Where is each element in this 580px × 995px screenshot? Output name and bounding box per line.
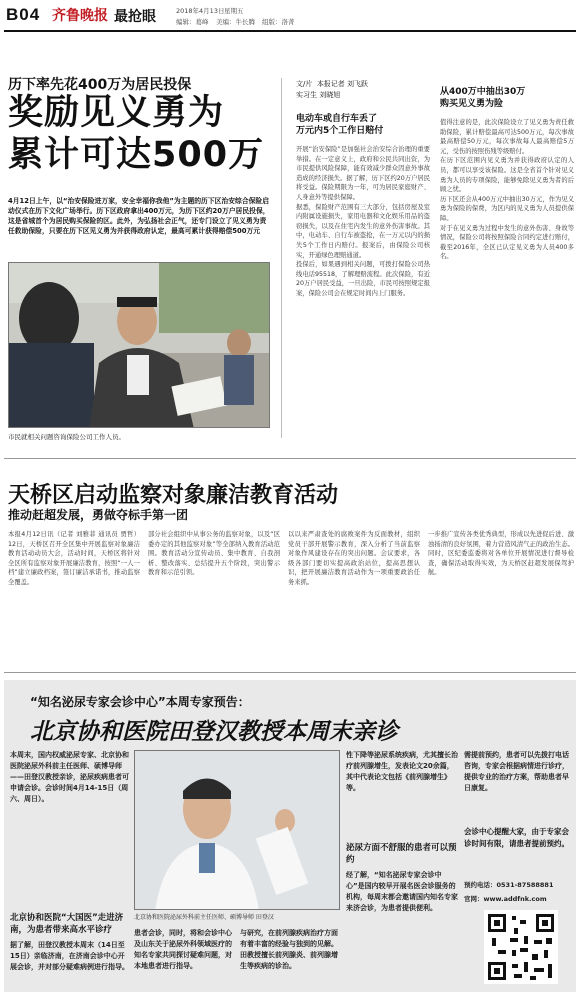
header-editor: 编辑：葛峰 <box>176 18 209 26</box>
story2-column-1: 本报4月12日讯（记者 刘雅菲 通讯员 贾哲）12日，天桥区召开全区集中开展监察对象廉洁教育活动动员大会，活动时间，天桥区将针对全区所有监察对象开展廉洁教育，按照“一人一档”建立廉政档案，签订廉洁承诺书，推动监察全覆盖。 <box>8 531 140 586</box>
story2-column-3: 以以来严肃查处的腐败案件为反面教材，组织党员干部开展警示教育，深入分析了当前监察对象作风建设存在的突出问题。会议要求，各级各部门要切实提高政治站位，提高思想认识，把开展廉洁教育活动作为一项重要政治任务来抓。 <box>288 531 420 586</box>
header-weekday: 星期五 <box>224 7 244 15</box>
ad-headline: 北京协和医院田登汉教授本周末亲诊 <box>30 719 398 745</box>
story2-column-4: 一步推广宣传各类优秀典型，形成以先进促后进、激浊扬清的良好氛围，着力营造风清气正的政治生态。同时，区纪委监委将对各单位开展情况进行督导检查，确保活动取得实效，为天桥区赶超发展保驾护航。 <box>428 531 574 577</box>
ad-column-3: 与研究，在前列腺疾病治疗方面有着丰富的经验与独到的见解。田教授擅长前列腺炎、前列腺增生等疾病的诊治。 <box>240 929 338 970</box>
header-date: 2018年4月13日 <box>176 7 225 15</box>
byline-label: 文/片 <box>296 80 313 88</box>
qr-code-graphic <box>484 910 558 984</box>
ad-column-5-subhead: 会诊中心提醒大家，由于专家会诊时间有限，请患者提前预约。 <box>464 827 569 848</box>
story-separator <box>4 458 576 459</box>
story1-kicker: 历下率先花400万为居民投保 <box>8 77 192 93</box>
ad-column-4-subhead: 泌尿方面不舒服的患者可以预约 <box>346 843 457 865</box>
column-divider <box>281 78 282 438</box>
ad-phone: 预约电话：0531-87588881 <box>464 881 554 889</box>
story1-photo <box>8 262 270 428</box>
section-title: 最抢眼 <box>114 9 156 25</box>
ad-column-1-subhead: 北京协和医院“大国医”走进济南，为患者带来高水平诊疗 <box>10 913 124 935</box>
story2-headline: 天桥区启动监察对象廉洁教育活动 <box>8 483 339 508</box>
story1-column-2: 开展“治安保险”是加强社会治安综合治理的重要举措。在一定意义上，政府和公民共同出资，为市民提供风险保障，能有效减少群众因意外事故造成的经济损失。据了解，历下区约20万户居民将受益。保险期限为一年，可为居民家庭财产、人身意外等提供保障。 据悉，保险财产范围有三大部分，包括房屋及室内附属设施损失，家用电器和文化娱乐用品的盗窃损失，以及在住宅内发生的意外伤害事故。其中，电动车、自行车被盗抢，在一万元以内的损失5个工作日内赔付。报案后，由保险公司核实，开通绿色理赔通道。 投保后，如果遇到相关问题，可拨打保险公司热线电话95518，了解理赔流程。此次保险，有近20万户居民受益，一旦出险，市民可按照规定报案，保险公司会在规定时间内上门服务。 <box>296 146 430 297</box>
story1-lead: 4月12日上午，以“治安保险进万家，安全幸福你我他”为主题的历下区治安综合保险启动仪式在历下文化广场举行。历下区政府拿出400万元，为历下区约20万户居民投保，这是省城首个为居民购买保险的区。此外，为弘扬社会正气，还专门设立了见义勇为责任救助保险，只要在历下区见义勇为并获得政府认定，最高可累计获得赔偿500万元 <box>8 197 270 235</box>
story1-byline <box>296 79 368 101</box>
header-rule <box>4 30 576 32</box>
story1-column-3: 值得注意的是，此次保险设立了见义勇为责任救助保险，累计赔偿最高可达500万元，每次事故最高赔偿50万元，每次事故每人最高赔偿5万元，受伤的按照伤残等级赔付。 在历下区范围内见义勇为并获得政府认定的人员，都可以享受该保险。这是全省首个针对见义勇为人员的专项保险，能够免除见义勇为者的后顾之忧。 历下区还会从400万元中抽出30万元，作为见义勇为保险的保费，为区内的见义勇为人员提供保障。 对于在见义勇为过程中发生的意外伤害、身故等情况，保险公司将按照保险合同约定进行赔付，截至2016年，全区已认定见义勇为人员400多名。 <box>440 119 574 261</box>
newspaper-logo: 齐鲁晚报 <box>52 8 108 24</box>
ad-column-5: 需提前预约，患者可以先拨打电话咨询，专家会根据病情进行诊疗，提供专业的治疗方案，帮助患者早日康复。 <box>464 751 569 792</box>
ad-column-2: 患者会诊，同时，将和会诊中心及山东关于泌尿外科领域医疗的知名专家共同探讨疑难问题，对本地患者进行指导。 <box>134 929 232 970</box>
ad-kicker: “知名泌尿专家会诊中心”本周专家预告： <box>30 695 250 709</box>
story1-headline-1: 奖励见义勇为 <box>8 93 225 133</box>
ad-website: 官网：www.addfnk.com <box>464 895 547 903</box>
ad-doctor-photo <box>134 750 340 910</box>
ad-column-4: 性下降等泌尿系统疾病，尤其擅长治疗前列腺增生，发表论文20余篇，其中代表论文包括《前列腺增生》等。 <box>346 751 458 792</box>
page-number: B04 <box>6 5 41 24</box>
header-designer: 美编：牛长腾 <box>216 18 255 26</box>
story1-subhead-a: 电动车或自行车丢了 万元内5个工作日赔付 <box>296 114 384 136</box>
ad-column-1: 本周末，国内权威泌尿专家、北京协和医院泌尿外科前主任医师、硕博导师——田登汉教授亲诊，泌尿疾病患者可申请会诊。会诊时间4月14-15日（周六、周日）。 <box>10 751 129 803</box>
ad-separator <box>4 672 576 673</box>
ad-column-4-text-2: 经了解，“知名泌尿专家会诊中心”是国内较早开展名医会诊服务的机构，每周末都会邀请国内知名专家来济会诊，为患者提供便利。 <box>346 871 458 912</box>
byline-reporter: 本报记者 刘飞跃 <box>316 80 369 88</box>
byline-intern: 实习生 刘晓旭 <box>296 91 341 99</box>
story1-headline-2: 累计可达500万 <box>8 135 265 175</box>
story2-column-2: 部分社会组织中从事公务的监察对象，以及“区委办定的其他监察对象”等全部纳入教育活动范围。教育活动分宣传动员、集中教育、自我剖析、整改落实、总结提升五个阶段，突出警示教育和示范引领。 <box>148 531 280 577</box>
story1-subhead-b: 从400万中抽出30万 购买见义勇为险 <box>440 87 526 109</box>
story1-photo-caption: 市民就相关问题咨询保险公司工作人员。 <box>8 433 125 441</box>
header-proofreader: 组版：洛菁 <box>262 18 295 26</box>
qr-code <box>484 910 558 984</box>
story2-deck: 推动赶超发展，勇做夺标手第一团 <box>8 508 189 522</box>
ad-column-1-text-2: 据了解，田登汉教授本周末（14日至15日）亲临济南，在济南会诊中心开展会诊，并对部分疑难病例进行指导。 <box>10 941 129 971</box>
ad-photo-caption: 北京协和医院泌尿外科前主任医师、硕博导师 田登汉 <box>134 914 274 921</box>
